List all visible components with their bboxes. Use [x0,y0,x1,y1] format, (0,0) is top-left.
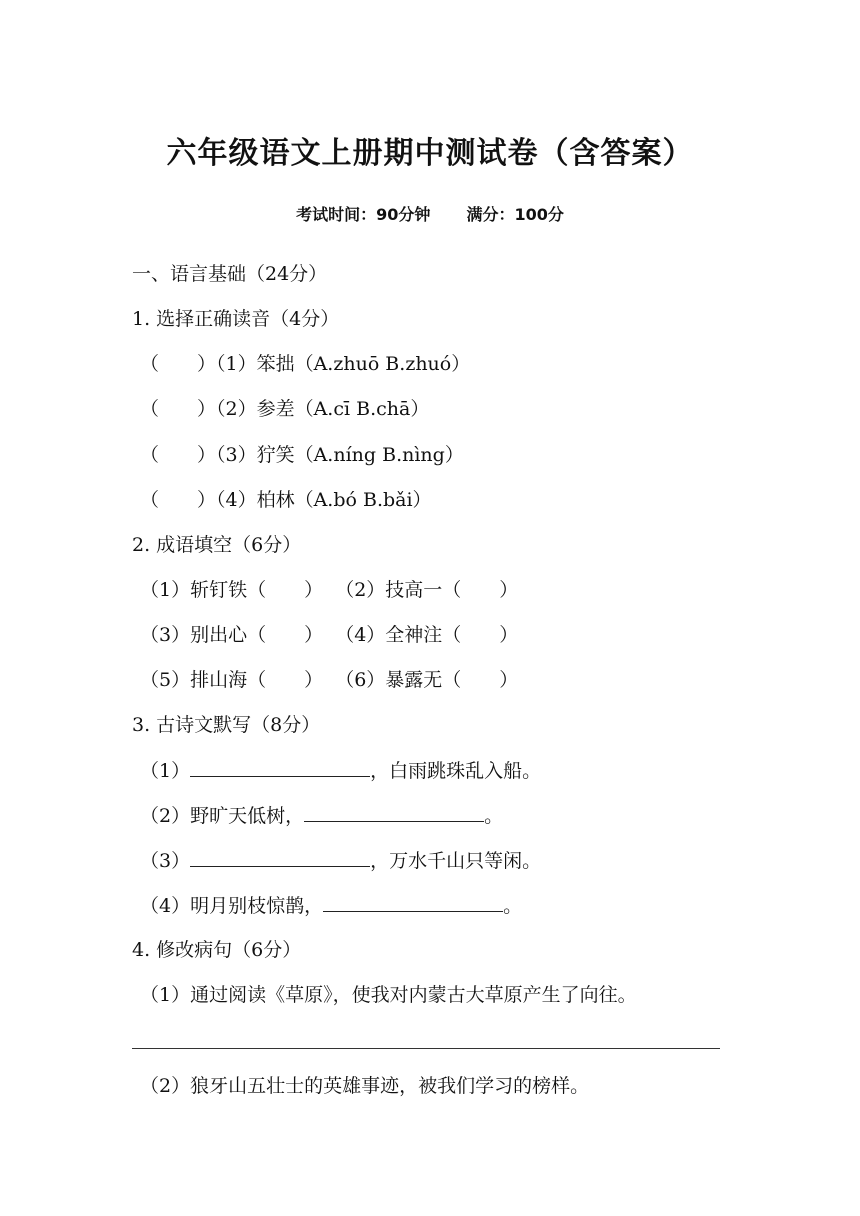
q2-item-5: （5）排山海（ ） [140,669,324,691]
q2-row-1 [140,578,518,602]
full-score: 满分：100分 [466,205,564,224]
q1-item-1: （ ）（1）笨拙（A.zhuō B.zhuó） [140,353,471,375]
q2-row-3 [140,668,518,692]
q3-item-1: （1） ，白雨跳珠乱入船。 [140,760,542,782]
q3-item-3: （3） ，万水千山只等闲。 [140,850,542,872]
q3-item-4: （4）明月别枝惊鹊， 。 [140,895,523,917]
q2-item-3: （3）别出心（ ） [140,624,324,646]
question-3-heading: 3. 古诗文默写（8分） [132,714,321,736]
question-4-heading: 4. 修改病句（6分） [132,939,302,961]
exam-info [0,202,860,225]
question-2-heading: 2. 成语填空（6分） [132,534,302,556]
q1-item-3: （ ）（3）狞笑（A.níng B.nìng） [140,444,464,466]
q2-item-1: （1）斩钉铁（ ） [140,579,324,601]
answer-blank[interactable] [323,893,503,912]
answer-blank[interactable] [304,803,484,822]
q4-item-1: （1）通过阅读《草原》，使我对内蒙古大草原产生了向往。 [140,984,637,1006]
q1-item-2: （ ）（2）参差（A.cī B.chā） [140,398,430,420]
exam-time: 考试时间：90分钟 [296,205,431,224]
q2-item-2: （2）技高一（ ） [335,579,519,601]
answer-blank[interactable] [190,758,370,777]
answer-line[interactable] [132,1048,720,1049]
q2-row-2 [140,623,518,647]
q1-item-4: （ ）（4）柏林（A.bó B.bǎi） [140,489,432,511]
q4-item-2: （2）狼牙山五壮士的英雄事迹，被我们学习的榜样。 [140,1075,590,1097]
page-title: 六年级语文上册期中测试卷（含答案） [166,136,694,171]
question-1-heading: 1. 选择正确读音（4分） [132,308,340,330]
q3-item-2: （2）野旷天低树， 。 [140,805,504,827]
section-heading: 一、语言基础（24分） [132,263,328,285]
answer-blank[interactable] [190,848,370,867]
q2-item-4: （4）全神注（ ） [335,624,519,646]
q2-item-6: （6）暴露无（ ） [335,669,519,691]
